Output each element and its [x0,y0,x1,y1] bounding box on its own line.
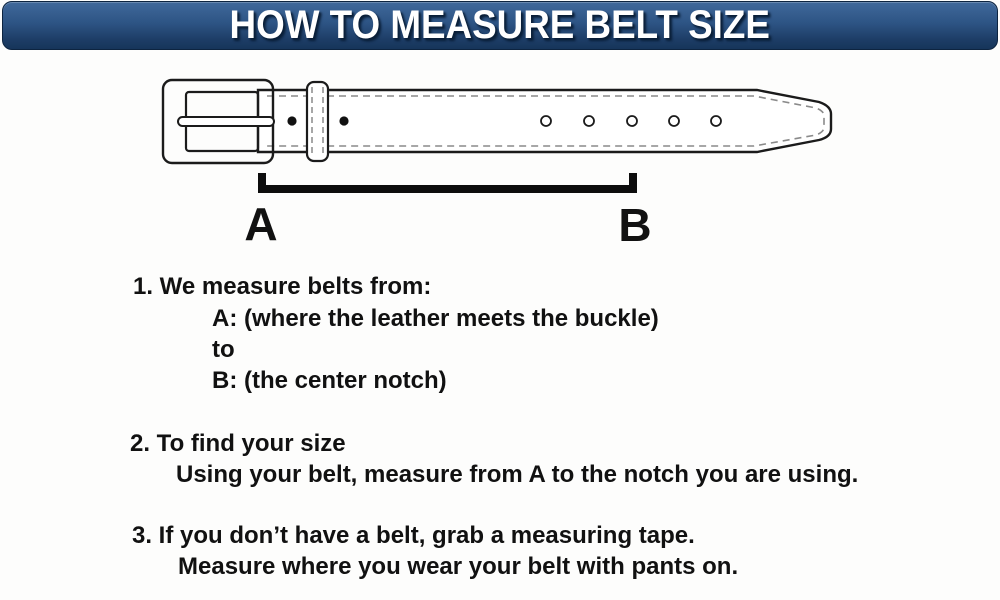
instruction-3-heading: 3. If you don’t have a belt, grab a measuring tape. [132,522,695,549]
belt-hole-center-notch [627,116,637,126]
page-title: HOW TO MEASURE BELT SIZE [229,3,771,47]
measure-bracket [262,173,633,189]
instruction-2-heading: 2. To find your size [130,430,346,457]
belt-diagram [0,50,1000,250]
belt-loop [307,82,328,161]
point-b-label: B [618,199,652,250]
belt-hole [541,116,551,126]
instruction-1-point-b: B: (the center notch) [212,367,447,394]
point-a-label: A [244,198,278,250]
belt-hole [584,116,594,126]
instruction-1-point-a: A: (where the leather meets the buckle) [212,305,659,332]
belt-hole [711,116,721,126]
instruction-1-heading: 1. We measure belts from: [133,273,432,300]
title-banner [2,1,998,50]
belt-hole-filled [287,116,296,125]
belt-hole-filled [339,116,348,125]
instruction-3-detail: Measure where you wear your belt with pants on. [178,553,739,580]
belt-hole [669,116,679,126]
instruction-1-to: to [212,336,235,363]
instruction-2-detail: Using your belt, measure from A to the notch you are using. [176,461,859,488]
belt-buckle-prong [178,117,274,126]
